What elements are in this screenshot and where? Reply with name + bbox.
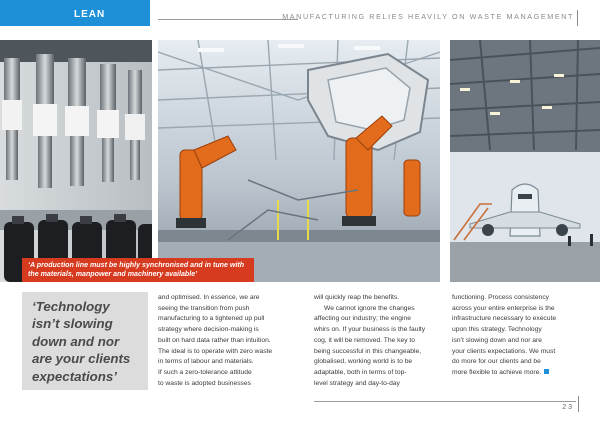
- text-line: adaptable, both in terms of top-: [314, 368, 407, 376]
- photo-caption: ‘A production line must be highly synchronised and in tune with the materials, manpower and machinery available’: [22, 258, 254, 282]
- running-title: MANUFACTURING RELIES HEAVILY ON WASTE MANAGEMENT: [282, 12, 574, 21]
- footer-rule: [314, 401, 576, 402]
- pull-quote: ‘Technology isn’t slowing down and nor are your clients expectations’: [22, 292, 148, 390]
- body-column-2: [314, 293, 436, 389]
- text-line: The ideal is to operate with zero waste: [158, 347, 273, 355]
- text-line-last-text: more flexible to achieve more.: [452, 368, 542, 376]
- text-line: built on hard data rather than intuition.: [158, 336, 271, 344]
- text-line: to waste is adopted businesses: [158, 379, 251, 387]
- text-line: strategy where decision-making is: [158, 326, 259, 334]
- header-divider: [577, 10, 578, 26]
- section-tag: LEAN: [0, 0, 150, 26]
- text-line: cog, it will be removed. The key to: [314, 336, 415, 344]
- text-line: We cannot ignore the changes: [324, 304, 415, 312]
- text-line: isn’t slowing down and nor are: [452, 336, 542, 344]
- text-line: whirs on. If your business is the faulty: [314, 326, 426, 334]
- text-line: do more for our clients and be: [452, 358, 541, 366]
- header-rule: [158, 19, 298, 20]
- text-line: will quickly reap the benefits.: [314, 294, 400, 301]
- text-line: affecting our industry; the engine: [314, 315, 411, 323]
- text-line: in terms of labour and materials.: [158, 358, 254, 366]
- text-line: being successful in this changeable,: [314, 347, 422, 355]
- text-line: your clients expectations. We must: [452, 347, 556, 355]
- text-line: functioning. Process consistency: [452, 294, 550, 301]
- text-line: infrastructure necessary to execute: [452, 315, 557, 323]
- photo-robotic-assembly-line: [158, 40, 440, 282]
- text-line: seeing the transition from push: [158, 304, 250, 312]
- text-line: and optimised. In essence, we are: [158, 294, 260, 301]
- text-line: If such a zero-tolerance attitude: [158, 368, 252, 376]
- text-line: globalised, working world is to be: [314, 358, 413, 366]
- end-mark-icon: [544, 369, 549, 374]
- footer-divider: [578, 396, 579, 412]
- text-line: across your entire enterprise is the: [452, 304, 555, 312]
- text-line: upon this strategy. Technology: [452, 326, 542, 334]
- photo-bottle-filling-line: [0, 40, 152, 282]
- body-column-1: [158, 293, 292, 389]
- text-line-last: [452, 368, 582, 379]
- text-line: manufacturing to a tightened up pull: [158, 315, 265, 323]
- page-number: 23: [562, 404, 574, 411]
- body-column-3: [452, 293, 582, 379]
- photo-aircraft-hangar: [450, 40, 600, 282]
- text-line: level strategy and day-to-day: [314, 379, 400, 387]
